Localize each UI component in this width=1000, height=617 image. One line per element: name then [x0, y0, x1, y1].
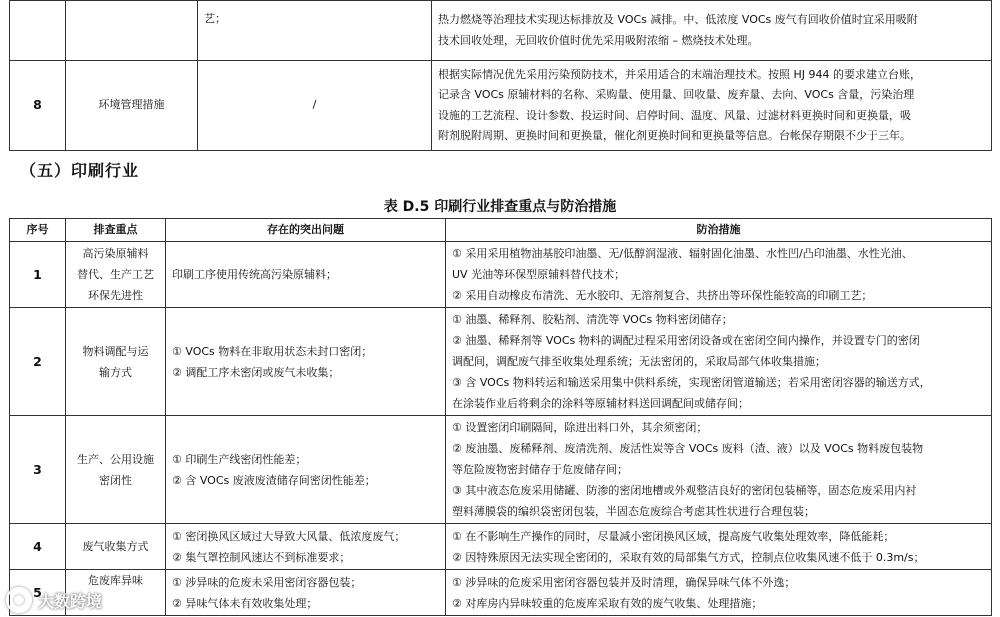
cell-item: 环境管理措施: [66, 61, 198, 151]
text-line: ① 在不影响生产操作的同时，尽量减小密闭换风区域，提高废气收集处理效率，降低能耗；: [452, 529, 895, 543]
text-line: ② 废油墨、废稀释剂、废清洗剂、废活性炭等含 VOCs 废料（渣、液）以及 VOCs 物料废包装物: [452, 442, 924, 455]
text-line: ① 涉异味的危废采用密闭容器包装并及时清理，确保异味气体不外逸；: [452, 575, 796, 589]
cell-item: [66, 242, 166, 308]
cell-measure: [446, 524, 992, 570]
cell-problem: [166, 308, 446, 416]
text-line: 高污染原辅料: [82, 247, 149, 260]
text-line: 替代、生产工艺: [77, 268, 154, 281]
table-caption: 表 D.5 印刷行业排查重点与防治措施: [383, 199, 617, 215]
cell-problem: /: [198, 61, 432, 151]
cell-problem: [166, 242, 446, 308]
watermark-logo-icon: [6, 587, 32, 613]
table-row: [10, 524, 992, 570]
text-line: ② 油墨、稀释剂等 VOCs 物料的调配过程采用密闭设备或在密闭空间内操作，并设置专门的密闭: [452, 334, 920, 347]
text-line: 热力燃烧等治理技术实现达标排放及 VOCs 减排。中、低浓度 VOCs 废气有回收价值时宜采用吸附: [438, 13, 918, 26]
cell-num: 3: [10, 416, 66, 524]
text-line: 调配间，调配废气排至收集处理系统；无法密闭的，采取局部气体收集措施；: [452, 355, 826, 368]
cell-num: 4: [10, 524, 66, 570]
watermark-text: 大数跨境: [38, 591, 103, 611]
header-item: 排查重点: [66, 219, 166, 242]
text-line: UV 光油等环保型原辅料替代技术；: [452, 268, 626, 281]
text-line: 环保先进性: [88, 289, 143, 302]
cell-num: 8: [10, 61, 66, 151]
text-line: 输方式: [99, 365, 132, 379]
previous-table-fragment: [9, 0, 992, 151]
text-line: 等危险废物密封储存于危废储存间；: [452, 463, 628, 476]
cell-item: [66, 308, 166, 416]
cell-problem: [166, 524, 446, 570]
cell-num: 5: [10, 570, 66, 616]
text-line: 记录含 VOCs 原辅材料的名称、采购量、使用量、回收量、废弃量、去向、VOCs 含量，污染治理: [438, 88, 915, 101]
text-line: ② 因特殊原因无法实现全密闭的，采取有效的局部集气方式，控制点位收集风速不低于 0.3m/s；: [452, 550, 925, 564]
printing-industry-table: [9, 218, 992, 616]
text-line: ① 油墨、稀释剂、胶粘剂、清洗等 VOCs 物料密闭储存；: [452, 313, 733, 326]
text-line: ① 涉异味的危废未采用密闭容器包装；: [172, 575, 362, 589]
text-line: 印刷工序使用传统高污染原辅料；: [172, 268, 337, 281]
cell-num: [10, 1, 66, 61]
table-row: [10, 416, 992, 524]
watermark: [6, 583, 102, 617]
header-problem: 存在的突出问题: [166, 219, 446, 242]
cell-item: [66, 416, 166, 524]
section-heading: （五）印刷行业: [20, 161, 140, 180]
table-row: [10, 570, 992, 616]
table-row: [10, 61, 992, 151]
table-header-row: [10, 219, 992, 242]
text-line: ② 含 VOCs 废液废渣储存间密闭性能差；: [172, 473, 376, 487]
text-line: 物料调配与运: [82, 344, 149, 358]
text-line: 密闭性: [99, 473, 132, 487]
cell-measure: [446, 308, 992, 416]
cell-measure: [446, 416, 992, 524]
text-line: ① 密闭换风区域过大导致大风量、低浓度废气；: [172, 529, 406, 543]
cell-item: [66, 1, 198, 61]
text-line: ② 调配工序未密闭或废气未收集；: [172, 365, 340, 379]
text-line: 设施的工艺流程、设计参数、投运时间、启停时间、温度、风量、过滤材料更换时间和更换量，吸: [438, 108, 911, 122]
cell-problem: [166, 416, 446, 524]
cell-measure: [432, 1, 992, 61]
text-line: 塑料薄膜袋的编织袋密闭包装，半固态危废综合考虑其性状进行合理包装；: [452, 505, 815, 518]
cell-measure: [446, 570, 992, 616]
table-row: [10, 1, 992, 61]
cell-measure: [432, 61, 992, 151]
text-line: 根据实际情况优先采用污染预防技术，并采用适合的末端治理技术。按照 HJ 944 的要求建立台账，: [438, 67, 921, 81]
cell-item: [66, 524, 166, 570]
cell-num: 1: [10, 242, 66, 308]
text-line: ② 集气罩控制风速达不到标准要求；: [172, 550, 351, 564]
text-line: ① 设置密闭印刷隔间，除进出料口外，其余须密闭；: [452, 421, 708, 434]
table-row: [10, 308, 992, 416]
text-line: ① 采用采用植物油基胶印油墨、无/低醇润湿液、辐射固化油墨、水性凹/凸印油墨、水性光油、: [452, 247, 913, 260]
text-line: 在涂装作业后将剩余的涂料等原辅材料送回调配间或储存间；: [452, 397, 749, 410]
text-line: ② 对库房内异味较重的危废库采取有效的废气收集、处理措施；: [452, 596, 763, 610]
text-line: 技术回收处理，无回收价值时优先采用吸附浓缩 – 燃烧技术处理。: [438, 33, 759, 47]
text-line: 生产、公用设施: [77, 452, 154, 466]
cell-problem: [166, 570, 446, 616]
header-measure: 防治措施: [446, 219, 992, 242]
text-line: 废气收集方式: [82, 540, 149, 553]
text-line: ③ 含 VOCs 物料转运和输送采用集中供料系统，实现密闭管道输送；若采用密闭容器的输送方式，: [452, 376, 931, 389]
header-num: 序号: [10, 219, 66, 242]
text-line: ② 采用自动橡皮布清洗、无水胶印、无溶剂复合、共挤出等环保性能较高的印刷工艺；: [452, 289, 873, 302]
text-line: 附剂脱附周期、更换时间和更换量，催化剂更换时间和更换量等信息。台帐保存期限不少于三年。: [438, 129, 911, 142]
text-line: ③ 其中液态危废采用储罐、防渗的密闭地槽或外观整洁良好的密闭包装桶等，固态危废采用内衬: [452, 484, 917, 497]
cell-measure: [446, 242, 992, 308]
cell-num: 2: [10, 308, 66, 416]
text-line: 危废库异味: [88, 574, 143, 587]
text-line: ① 印刷生产线密闭性能差；: [172, 452, 307, 466]
cell-problem: 艺；: [198, 1, 432, 61]
text-line: ② 异味气体未有效收集处理；: [172, 596, 318, 610]
text-line: ① VOCs 物料在非取用状态未封口密闭；: [172, 344, 373, 358]
table-row: [10, 242, 992, 308]
